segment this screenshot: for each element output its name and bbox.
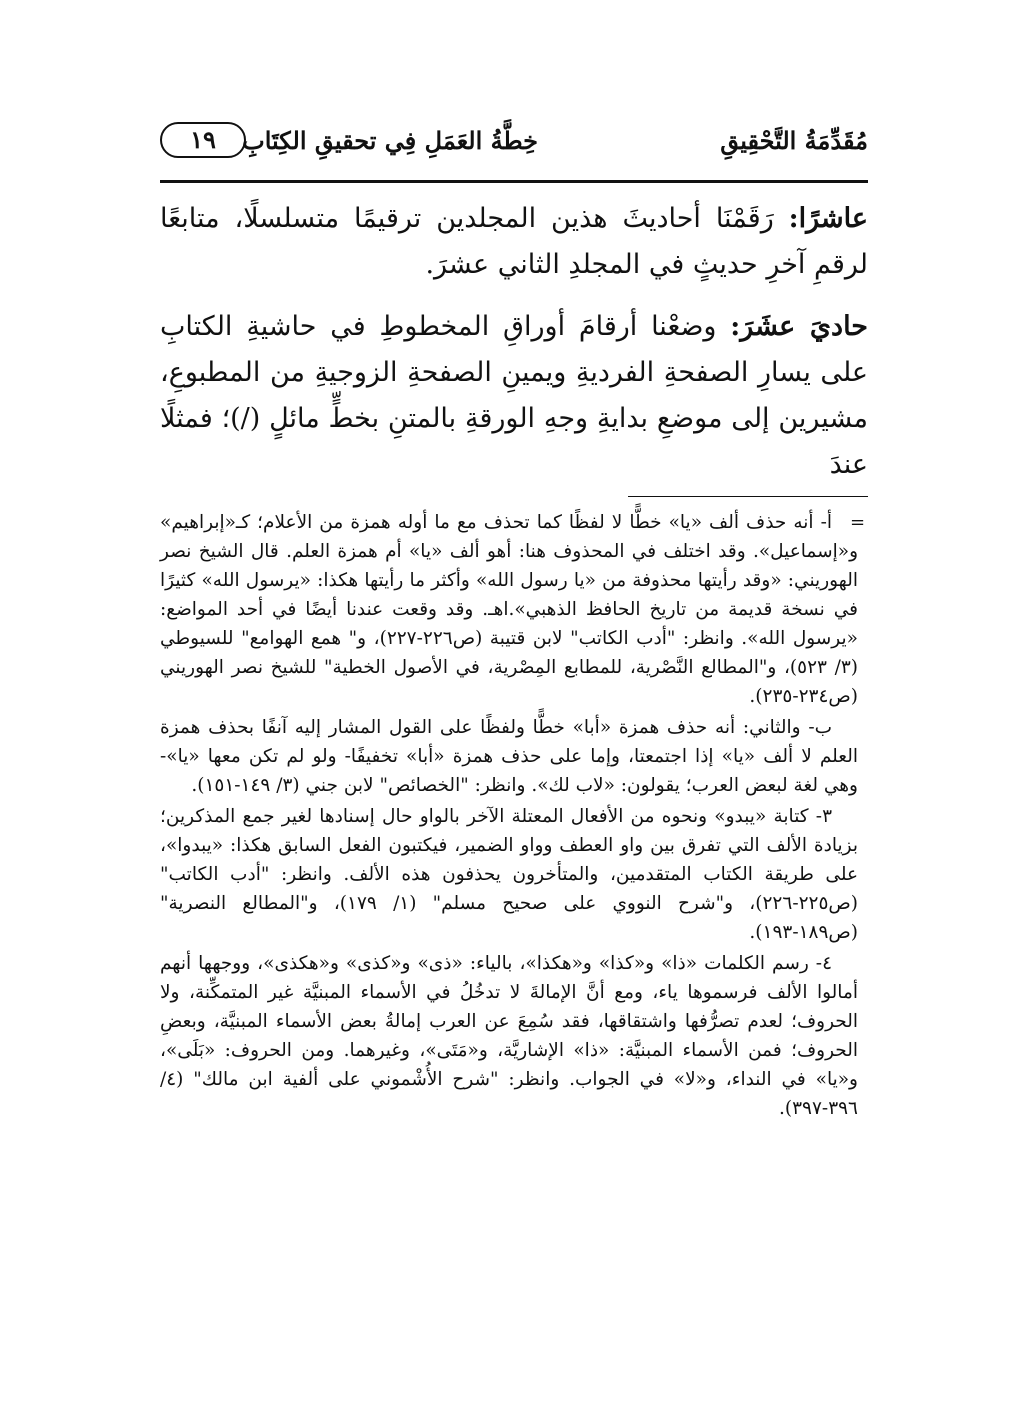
paragraph-tenth (160, 196, 868, 288)
page-number: ١٩ (160, 122, 246, 158)
footnote-item: ٣- كتابة «يبدو» ونحوه من الأفعال المعتلة الآخر بالواو حال إسنادها لغير جمع المذكرين؛ بزيادة الألف التي تفرق بين واو العطف وواو الضمير، فيكتبون الفعل السابق هكذا: «يبدوا»، على طريقة الكتاب المتقدمين، والمتأخرون يحذفون هذه الألف. وانظر: "أدب الكاتب" (ص٢٢٥-٢٢٦)، و"شرح النووي على صحيح مسلم" (١/ ١٧٩)، و"المطالع النصرية" (ص١٨٩-١٩٣). (160, 806, 858, 943)
footnote-item: ب- والثاني: أنه حذف همزة «أبا» خطًّا ولفظًا على القول المشار إليه آنفًا بحذف همزة العلم لا ألف «يا» إذا اجتمعتا، وإما على حذف همزة «أبا» تخفيفًا- ولو لم تكن معها «يا»- وهي لغة لبعض العرب؛ يقولون: «لاب لك». وانظر: "الخصائص" لابن جني (٣/ ١٤٩-١٥١). (160, 717, 858, 796)
footnotes (160, 508, 858, 1125)
chapter-title: مُقَدِّمَةُ التَّحْقِيقِ (720, 126, 868, 155)
running-header (160, 118, 868, 174)
main-text (160, 196, 868, 504)
paragraph-eleventh (160, 304, 868, 488)
paragraph-body: رَقَمْنَا أحاديثَ هذين المجلدين ترقيمًا متسلسلًا، متابعًا لرقمِ آخرِ حديثٍ في المجلدِ الثاني عشرَ. (160, 203, 868, 280)
footnote-separator (628, 496, 868, 497)
footnote-item: ٤- رسم الكلمات «ذا» و«كذا» و«هكذا»، بالياء: «ذى» و«كذى» و«هكذى»، ووجهها أنهم أمالوا الألف فرسموها ياء، ومع أنَّ الإمالةَ لا تدخُلُ في الأسماء المبنيَّة غير المتمكِّنة، ولا الحروف؛ لعدم تصرُّفها واشتقاقها، فقد سُمِعَ عن العرب إمالةُ بعض الأسماء المبنيَّة، وبعضِ الحروف؛ فمن الأسماء المبنيَّة: «ذا» الإشاريَّة، و«مَتَى»، وغيرهما. ومن الحروف: «بَلَى»، و«يا» في النداء، و«لا» في الجواب. وانظر: "شرح الأُشْموني على ألفية ابن مالك" (٤/ ٣٩٦-٣٩٧). (160, 953, 858, 1119)
footnote-item: أ- أنه حذف ألف «يا» خطًّا لا لفظًا كما تحذف مع ما أوله همزة من الأعلام؛ كـ«إبراهيم» و«إسماعيل». وقد اختلف في المحذوف هنا: أهو ألف «يا» أم همزة العلم. قال الشيخ نصر الهوريني: «وقد رأيتها محذوفة من «يا رسول الله» وأكثر ما رأيتها هكذا: «يرسول الله» كثيرًا في نسخة قديمة من تاريخ الحافظ الذهبي».اهـ. وقد وقعت عندنا أيضًا في أحد المواضع: «يرسول الله». وانظر: "أدب الكاتب" لابن قتيبة (ص٢٢٦-٢٢٧)، و" همع الهوامع" للسيوطي (٣/ ٥٢٣)، و"المطالع النَّصْرية، للمطابع المِصْرية، في الأصول الخطية" للشيخ نصر الهوريني (ص٢٣٤-٢٣٥). (160, 512, 858, 707)
paragraph-lead: عاشرًا: (788, 203, 868, 234)
section-title: خِطَّةُ العَمَلِ فِي تحقيقِ الكِتَابِ (242, 126, 538, 155)
paragraph-lead: حاديَ عشَرَ: (730, 311, 868, 342)
header-rule (160, 180, 868, 183)
footnote-continuation-mark: = (850, 512, 866, 533)
paragraph-body: وضعْنا أرقامَ أوراقِ المخطوطِ في حاشيةِ الكتابِ على يسارِ الصفحةِ الفرديةِ ويمينِ الصفحةِ الزوجيةِ من المطبوعِ، مشيرين إلى موضعِ بدايةِ وجهِ الورقةِ بالمتنِ بخطٍّ مائلٍ (/)؛ فمثلًا عندَ (160, 311, 868, 480)
